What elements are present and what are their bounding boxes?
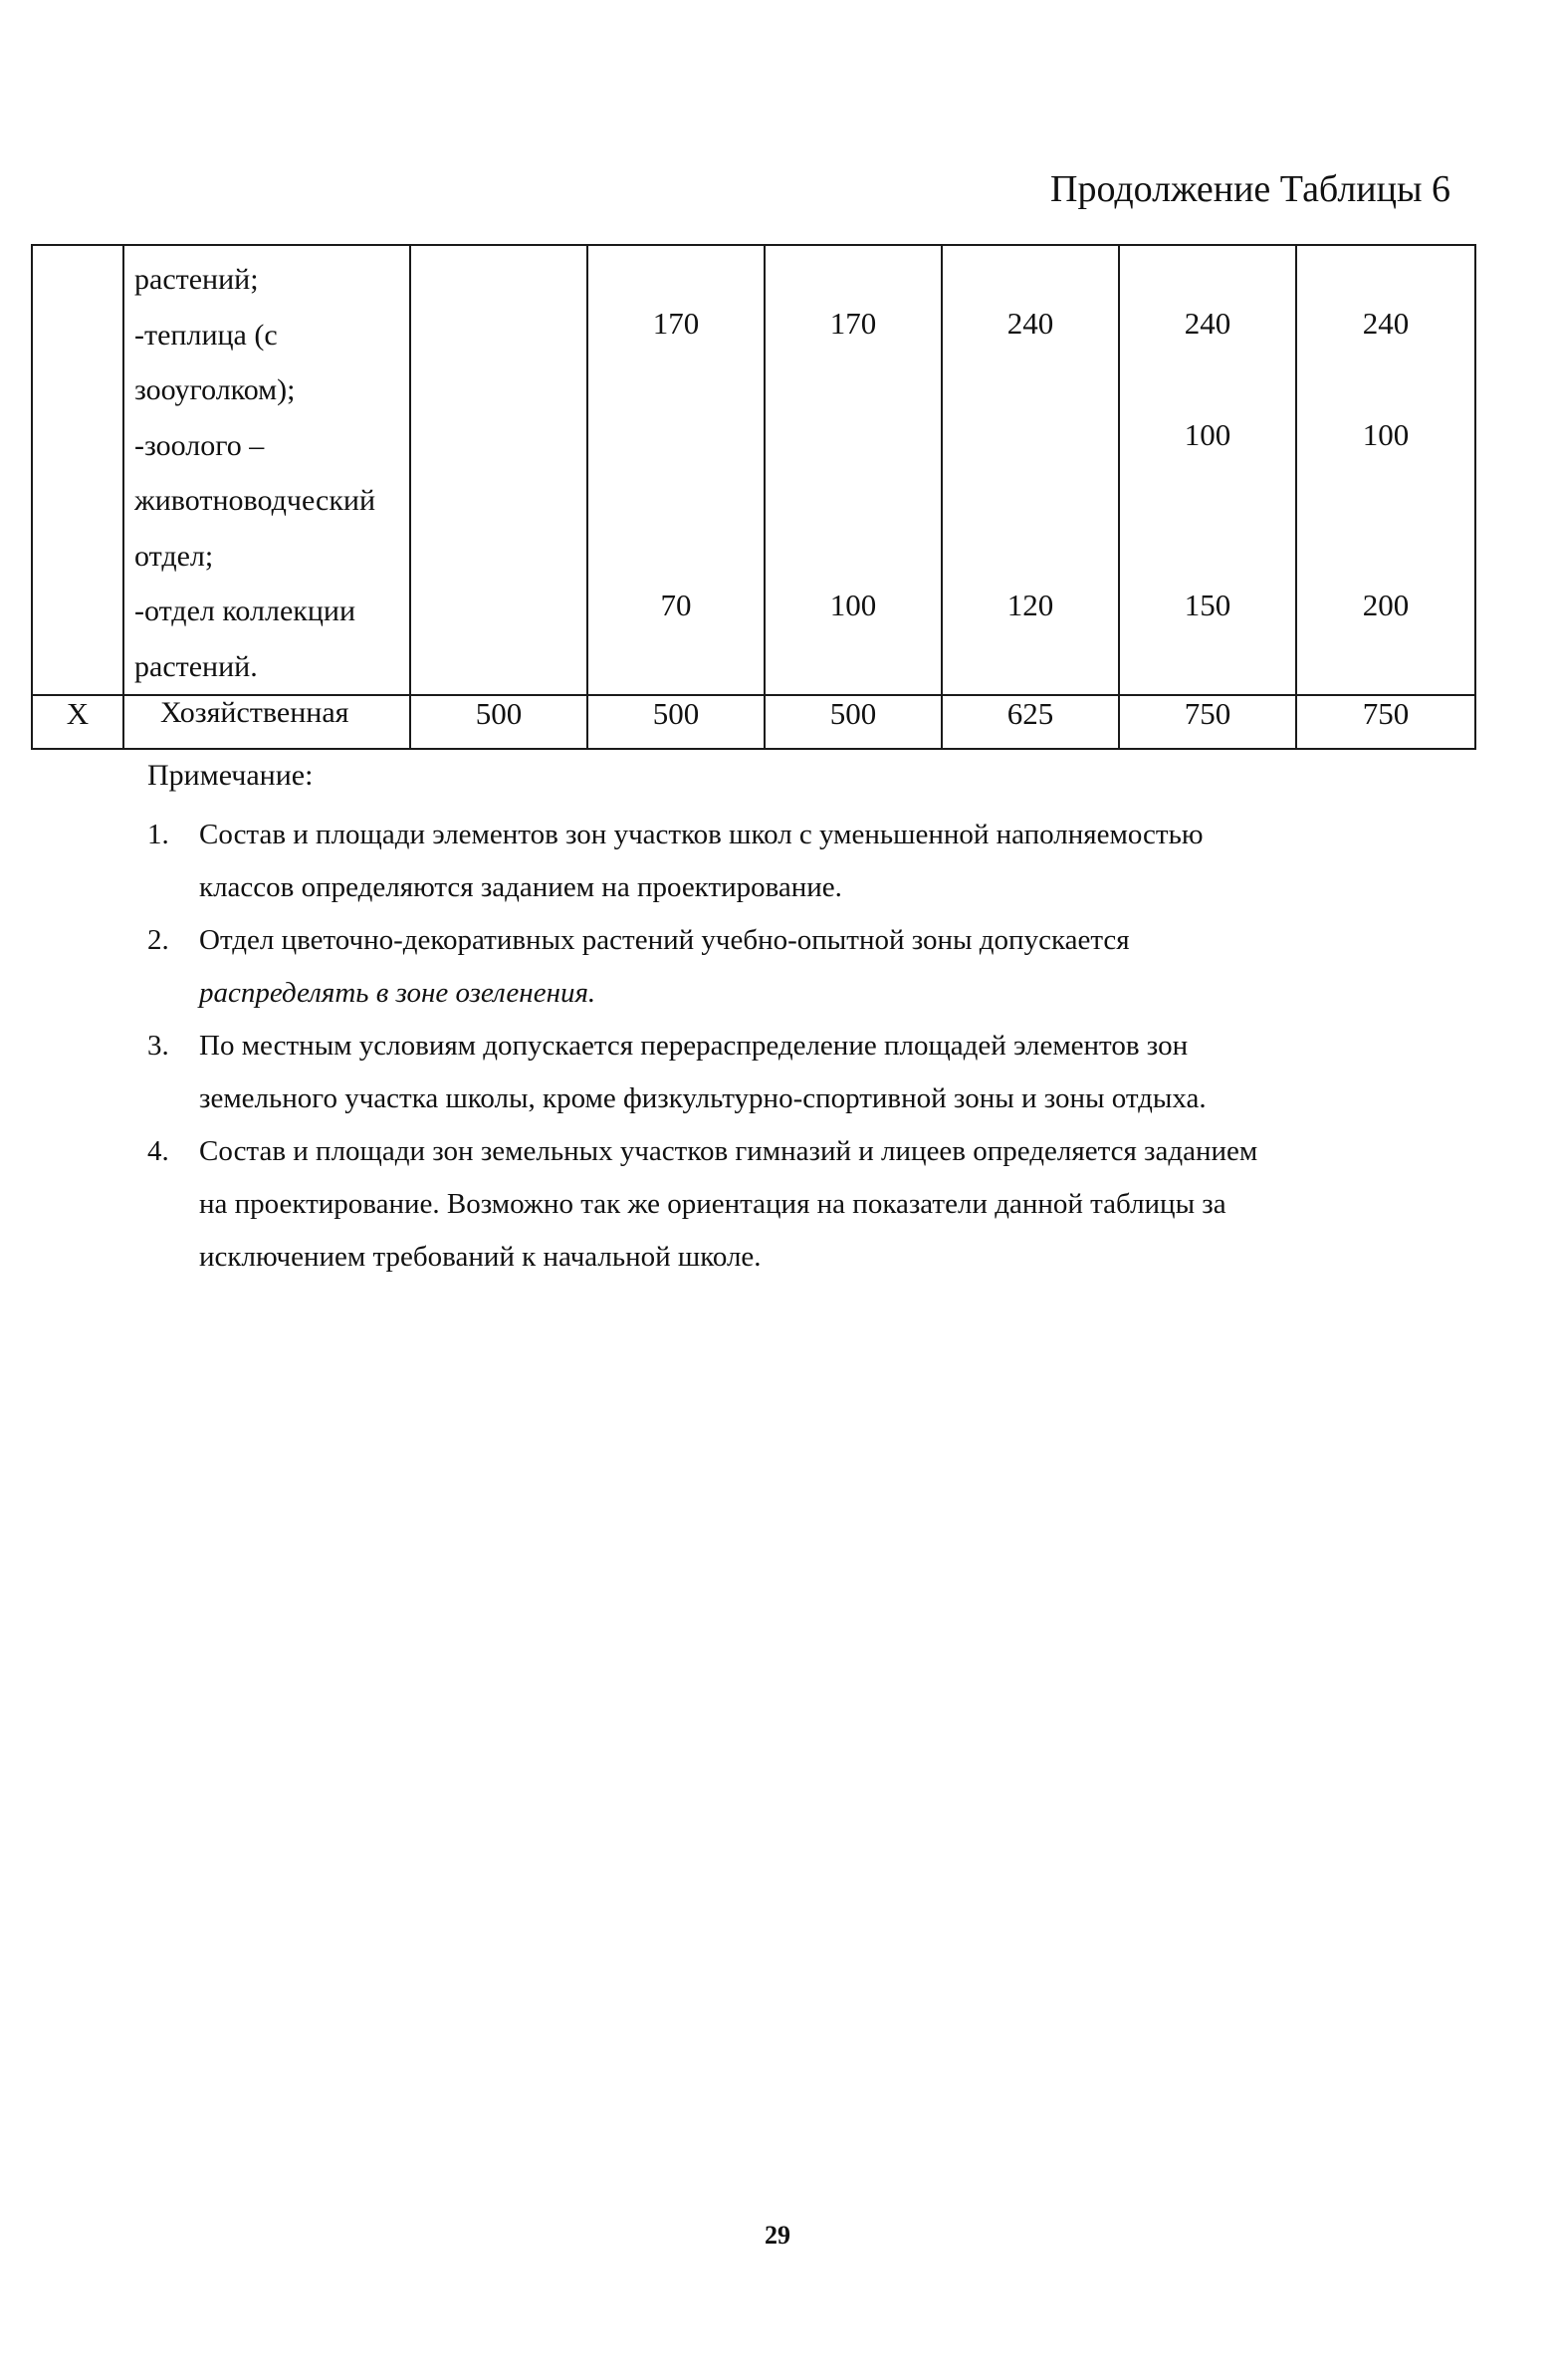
table-continuation-heading: Продолжение Таблицы 6 bbox=[1050, 168, 1450, 210]
total-value-col2: 500 bbox=[587, 695, 765, 749]
teplica-value: 240 bbox=[1362, 306, 1410, 341]
zone-name-cell: Хозяйственная bbox=[123, 695, 410, 749]
value-cell-col5 bbox=[1119, 245, 1296, 695]
total-value-col3: 500 bbox=[765, 695, 942, 749]
note-item bbox=[147, 1125, 1392, 1284]
value-cell-col3 bbox=[765, 245, 942, 695]
note-line: По местным условиям допускается перераспределение площадей элементов зон bbox=[199, 1030, 1189, 1062]
value-cell-col2 bbox=[587, 245, 765, 695]
row-number-cell: X bbox=[32, 695, 123, 749]
row-number-cell-empty bbox=[32, 245, 123, 695]
otdel-kollekcii-value: 120 bbox=[1006, 588, 1054, 622]
note-number: 4. bbox=[147, 1135, 169, 1167]
otdel-kollekcii-value: 70 bbox=[660, 588, 692, 622]
element-name-line: зооуголком); bbox=[134, 373, 296, 406]
notes-title: Примечание: bbox=[147, 759, 314, 792]
note-line: земельного участка школы, кроме физкультурно-спортивной зоны и зоны отдыха. bbox=[199, 1082, 1207, 1114]
teplica-value: 240 bbox=[1184, 306, 1231, 341]
note-line: на проектирование. Возможно так же ориентация на показатели данной таблицы за bbox=[199, 1188, 1226, 1220]
otdel-kollekcii-value: 200 bbox=[1362, 588, 1410, 622]
teplica-value: 170 bbox=[652, 306, 700, 341]
total-value-col6: 750 bbox=[1296, 695, 1475, 749]
notes-list bbox=[147, 809, 1392, 1284]
teplica-value: 240 bbox=[1006, 306, 1054, 341]
note-number: 2. bbox=[147, 924, 169, 956]
element-name-line: растений; bbox=[134, 263, 259, 296]
note-line: исключением требований к начальной школе. bbox=[199, 1241, 762, 1273]
note-number: 3. bbox=[147, 1030, 169, 1062]
total-value-col1: 500 bbox=[410, 695, 587, 749]
value-cell-col4 bbox=[942, 245, 1119, 695]
element-name-line: растений. bbox=[134, 649, 258, 683]
note-line: классов определяются заданием на проектирование. bbox=[199, 871, 842, 903]
teplica-value: 170 bbox=[829, 306, 877, 341]
note-item bbox=[147, 809, 1392, 914]
total-value-col5: 750 bbox=[1119, 695, 1296, 749]
note-line: Состав и площади элементов зон участков школ с уменьшенной наполняемостью bbox=[199, 819, 1204, 850]
note-line: распределять в зоне озеленения. bbox=[199, 977, 596, 1009]
zones-area-table bbox=[31, 244, 1476, 750]
element-name-line: -теплица (с bbox=[134, 318, 278, 352]
note-line: Отдел цветочно-декоративных растений учебно-опытной зоны допускается bbox=[199, 924, 1130, 956]
element-name-line: -отдел коллекции bbox=[134, 595, 356, 627]
table-row-continued-elements bbox=[32, 245, 1475, 695]
total-value-col4: 625 bbox=[942, 695, 1119, 749]
element-name-line: отдел; bbox=[134, 539, 214, 573]
note-number: 1. bbox=[147, 819, 169, 850]
otdel-kollekcii-value: 150 bbox=[1184, 588, 1231, 622]
note-item bbox=[147, 1020, 1392, 1125]
zoolog-value: 100 bbox=[1362, 417, 1410, 452]
table-row-hozyaystvennaya bbox=[32, 695, 1475, 749]
element-names-cell bbox=[123, 245, 410, 695]
otdel-kollekcii-value: 100 bbox=[829, 588, 877, 622]
value-cell-col1 bbox=[410, 245, 587, 695]
page-number: 29 bbox=[765, 2221, 790, 2250]
element-name-line: -зоолого – bbox=[134, 428, 265, 462]
element-name-line: животноводческий bbox=[134, 484, 376, 517]
value-cell-col6 bbox=[1296, 245, 1475, 695]
zoolog-value: 100 bbox=[1184, 417, 1231, 452]
note-item bbox=[147, 914, 1392, 1020]
note-line: Состав и площади зон земельных участков гимназий и лицеев определяется заданием bbox=[199, 1135, 1258, 1167]
